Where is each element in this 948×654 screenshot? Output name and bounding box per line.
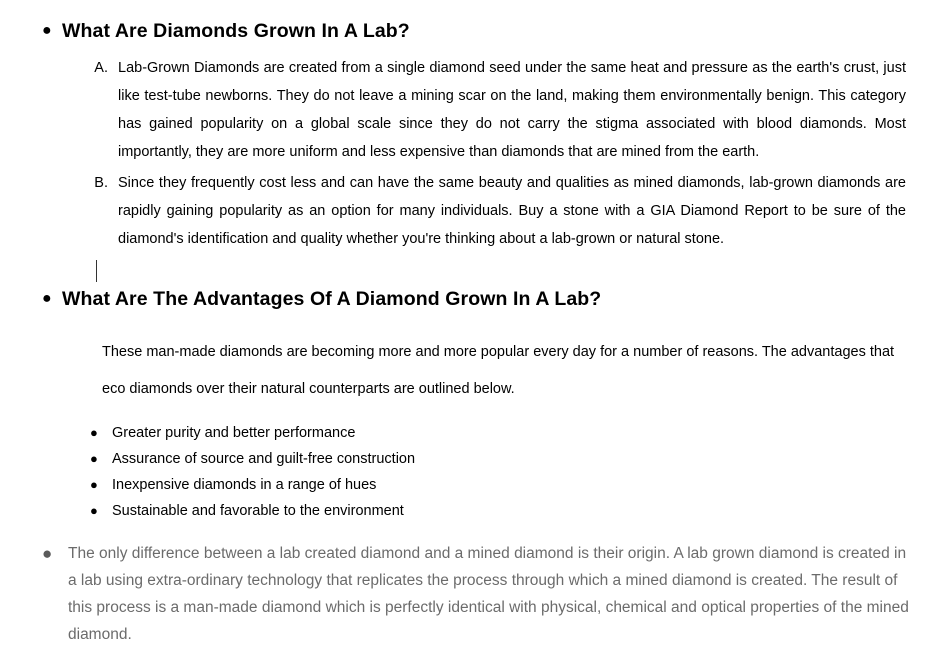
list-item-label: Assurance of source and guilt-free construction: [112, 451, 416, 467]
list-item-label: Sustainable and favorable to the environment: [112, 503, 404, 519]
lettered-list: [30, 54, 918, 253]
list-item-text: Lab-Grown Diamonds are created from a single diamond seed under the same heat and pressure as the earth's crust, just like test-tube newborns. They do not leave a mining scar on the land, making them environmentally benign. This category has gained popularity on a global scale since they do not carry the stigma associated with blood diamonds. Most importantly, they are more uniform and less expensive than diamonds that are mined from the earth.: [118, 60, 906, 160]
section-advantages: [30, 286, 918, 648]
bullet-icon: ●: [90, 477, 98, 492]
list-item-label: Inexpensive diamonds in a range of hues: [112, 477, 377, 493]
list-item: [30, 472, 918, 498]
list-item-text: Since they frequently cost less and can have the same beauty and qualities as mined diamonds, lab-grown diamonds are rapidly gaining popularity as an option for many individuals. Buy a stone with a GIA Diamond Report to be sure of the diamond's identification and quality whether you're thinking about a lab-grown or natural stone.: [118, 175, 906, 247]
list-item: [30, 498, 918, 524]
closing-paragraph-item: [42, 540, 918, 648]
bullet-icon: ●: [90, 451, 98, 466]
bullet-icon: ●: [90, 503, 98, 518]
bullet-icon: ●: [42, 22, 52, 39]
list-item: [30, 54, 918, 166]
section-title: What Are The Advantages Of A Diamond Grown In A Lab?: [62, 288, 602, 310]
text-caret: [96, 260, 97, 282]
intro-paragraph: These man-made diamonds are becoming more and more popular every day for a number of reasons. The advantages that eco diamonds over their natural counterparts are outlined below.: [102, 344, 895, 397]
list-item: [30, 446, 918, 472]
section-heading: [42, 286, 918, 312]
page-title: What Are Diamonds Grown In A Lab?: [62, 20, 410, 42]
bullet-icon: ●: [42, 544, 53, 563]
text-cursor-line[interactable]: [96, 256, 918, 286]
list-item: [30, 169, 918, 253]
closing-paragraph-text: The only difference between a lab created diamond and a mined diamond is their origin. A lab grown diamond is created in a lab using extra-ordinary technology that replicates the process through which a mined diamond is created. The result of this process is a man-made diamond which is perfectly identical with physical, chemical and optical properties of the mined diamond.: [68, 545, 909, 643]
list-item: [30, 420, 918, 446]
list-item-label: Greater purity and better performance: [112, 425, 356, 441]
bullet-icon: ●: [42, 290, 52, 307]
list-marker: B.: [94, 175, 108, 191]
advantages-list: [30, 420, 918, 524]
list-marker: A.: [94, 60, 108, 76]
section-diamonds-grown-in-lab: [30, 18, 918, 286]
bullet-icon: ●: [90, 425, 98, 440]
section-heading: [42, 18, 918, 44]
